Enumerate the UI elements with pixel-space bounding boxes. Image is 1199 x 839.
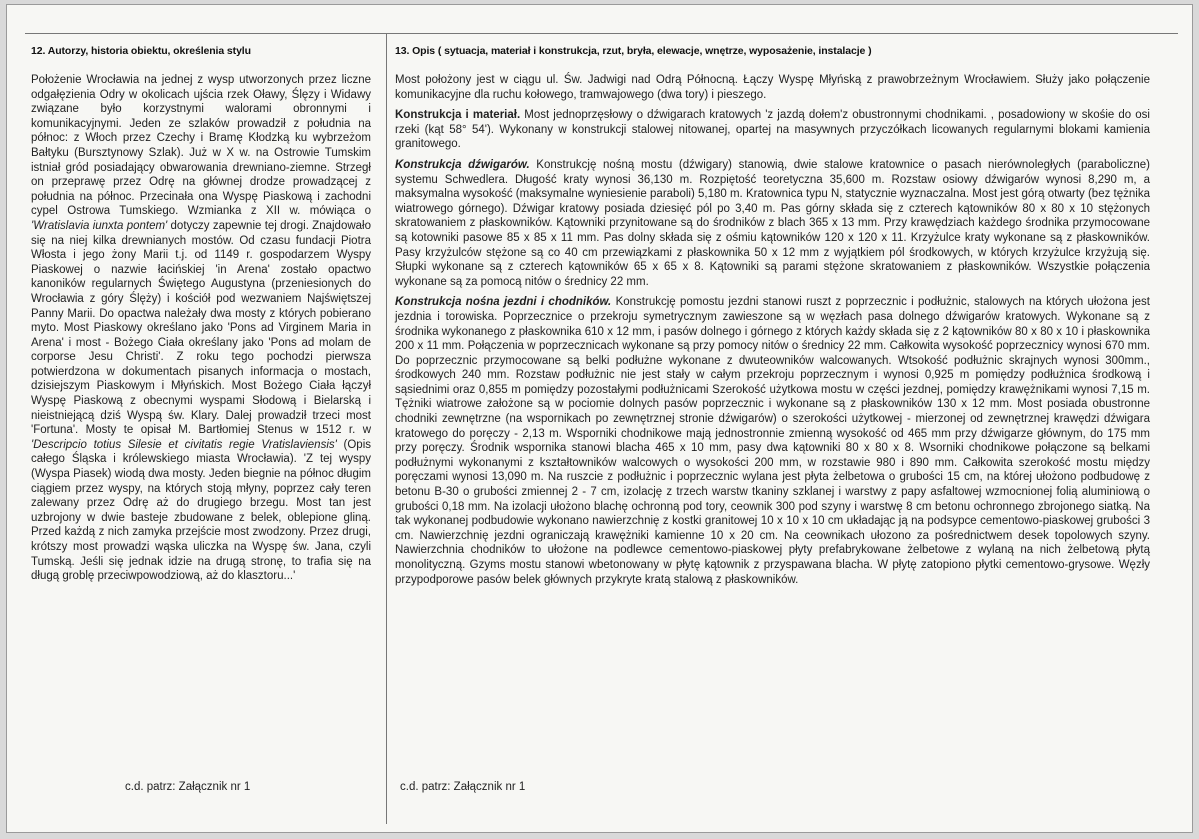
history-text <box>31 73 371 584</box>
girders-text: Konstrukcję nośną mostu (dźwigary) stanowią, dwie stalowe kratownice o pasach nierównoległych (paraboliczne) systemu Schwedlera. Długość kraty wynosi 36,130 m. Rozpiętość teoretyczna 35,600 m. Rozstaw osiowy dźwigarów wynosi 8,290 m, a maksymalna wysokość (maksymalne wyniesienie paraboli) 5,180 m. Kratownica typu N, statycznie wyznaczalna. Most jest górą otwarty (bez tężnika wiatrowego górnego). Dźwigar kratowy posiada dziesięć pól po 3,40 m. Pas górny składa się z czterech kątowników 80 x 80 x 10 stężonych skratowaniem z płaskowników. Kątowniki przynitowane są do środników z blach 365 x 13 mm. Przy krawędziach każdego środnika przymocowane są kotowniki pasowe 85 x 85 x 11 mm. Pas dolny składa się z ośmiu kątowników 120 x 120 x 11. Krzyżulce kraty wykonane są z płaskowników. Pasy krzyżulców stężone są co 40 cm przewiązkami z płaskownika 50 x 12 mm z wyjątkiem pól środkowych, w których krzyżulce krzyżują się. Słupki wykonane są z czterech kątowników 65 x 65 x 8. Kątowniki są parami stężone skratowaniem z płaskowników. Wszystkie połączenia wykonane są za pomocą nitów o średnicy 22 mm. <box>395 158 1150 288</box>
construction-paragraph <box>395 108 1150 152</box>
section-13-heading: 13. Opis ( sytuacja, materiał i konstrukcja, rzut, bryła, elewacje, wnętrze, wyposażenie, instalacje ) <box>395 45 872 57</box>
history-text-part-2: dotyczy zapewnie tej drogi. Znajdowało się na niej kilka drewnianych mostów. Od czasu fundacji Piotra Włosta i jego żony Marii t.j. od 1149 r. gospodarzem Wyspy Piaskowej o nazwie łacińskiej 'in Arena' zostało opactwo kanoników regularnych Świętego Augustyna (przeniesionych do Wrocławia z góry Ślęży) i kościół pod wezwaniem Najświętszej Panny Marii. Do opactwa należały dwa mosty z których pobierano myto. Most Piaskowy określano jako 'Pons ad Virginem Maria in Arena' i most - Bożego Ciała określany jako 'Pons ad molam de corporse Jesu Christi'. Z roku tego pochodzi pierwsza potwierdzona w dokumentach pisanych informacja o mostach, dzisiejszym Piaskowym i Młyńskich. Most Bożego Ciała łączył Wyspę Piaskową z obecnymi wyspami Słodową i Bielarską i nieistniejącą dziś Wyspą św. Klary. Dalej prowadził trzeci most 'Fortuna'. Mosty te opisał M. Bartłomiej Stenus w 1512 r. w <box>31 219 371 437</box>
left-continuation-note: c.d. patrz: Załącznik nr 1 <box>125 781 251 793</box>
history-column <box>31 73 371 590</box>
section-12-heading: 12. Autorzy, historia obiektu, określenia stylu <box>31 45 251 57</box>
construction-lead: Konstrukcja i materiał. <box>395 109 521 122</box>
girders-paragraph <box>395 158 1150 289</box>
history-text-part-1: Położenie Wrocławia na jednej z wysp utworzonych przez liczne odgałęzienia Odry w okolicach ujścia rzek Oławy, Ślęzy i Widawy związane było korzystnymi walorami obronnymi i komunikacyjnymi. Jeden ze szlaków prowadził z południa na północ: z Włoch przez Czechy i Bramę Kłodzką ku wybrzeżom Bałtyku (Bursztynowy Szlak). Już w X w. na Ostrowie Tumskim istniał gród posiadający obwarowania drewniano-ziemne. Strzegł on przeprawę przez Odrę na głównej drodze prowadzącej z południa na północ. Przecinała ona Wyspę Piaskową i zachodni cypel Ostrowa Tumskiego. Wzmianka z XII w. mówiąca o <box>31 74 371 218</box>
history-quote-2: 'Descripcio totius Silesie et civitatis regie Vratislaviensis' <box>31 438 337 451</box>
deck-lead: Konstrukcja nośna jezdni i chodników. <box>395 296 612 309</box>
document-sheet <box>6 4 1193 833</box>
column-divider <box>386 33 387 824</box>
description-column <box>395 73 1150 593</box>
girders-lead: Konstrukcja dźwigarów. <box>395 158 530 171</box>
history-quote-1: 'Wratislavia iunxta pontem' <box>31 219 168 232</box>
history-text-part-3: (Opis całego Śląska i królewskiego miasta Wrocławia). 'Z tej wyspy (Wyspa Piasek) wiodą dwa mosty. Jeden biegnie na północ długim ciągiem przez wyspy, na których stoją młyny, poprzez cały teren zalewany przez Odrę aż do drugiego brzegu. Most tan jest uzbrojony w dwie basteje zbudowane z belek, oblepione gliną. Przed każdą z nich zamyka przejście most zwodzony. Przez drugi, krótszy most prowadzi wąska uliczka na Wyspę św. Jana, czyli Tumską. Jeśli się jednak idzie na drugą stronę, to trafia się na długą groblę przeciwpowodziową, aż do klasztoru...' <box>31 438 372 583</box>
deck-text: Konstrukcję pomostu jezdni stanowi ruszt z poprzecznic i podłużnic, stalowych na których ułożona jest jezdnia i torowiska. Poprzecznice o przekroju symetrycznym zawieszone są w węzłach pasa dolnego dźwigarów kratowych. Wykonane są z środnika wykonanego z płaskownika 610 x 12 mm, i pasów dolnego i górnego z których każdy składa się z 2 kątowników 80 x 80 x 10 i płaskownika 200 x 11 mm. Połączenia w poprzecznicach wykonane są przy pomocy nitów o średnicy 22 mm. Całkowita wysokość poprzecznicy wynosi 670 mm. Do poprzecznic przymocowane są belki podłużne wykonane z dwuteowników walcowanych. Wtsokość podłużnic skrajnych wynosi 300mm., środkowych 240 mm. Rozstaw podłużnic nie jest stały w całym przekroju poprzecznym i wynosi 0,925 m pomiędzy podłużnica środkową i sąsiednimi oraz 0,855 m pomiędzy pozostałymi podłużnicami Szerokość użytkowa mostu w części jezdnej, pomiędzy krawężnikami wynosi 7,15 m. Tężniki wiatrowe założone są w pociomie dolnych pasów poprzecznic i wykonane są z płaskowników 130 x 12 mm. Most posiada obustronne chodniki zewnętrzne (na wspornikach po zewnętrznej stronie dźwigarów) o szerokości użytkowej - mierzonej od zewnętrznej krawędzi dźwigara kratowego do poręczy - 2,13 m. Wsporniki chodnikowe mają jednostronnie zmienną wysokość od 465 mm przy dźwigarze głównym, do 175 mm przy poręczy. Środnik wspornika stanowi blacha 465 x 10 mm, pasy dwa kątowniki 80 x 80 x 8. Wsorniki chodnikowe połączone są belkami podłużnymi wykonanymi z kształtowników walcowych o wysokości 200 mm, w rozstawie 980 i 890 mm. Całkowita szerokość mostu między poręczami wynosi 13,090 m. Na ruszcie z podłużnic i poprzecznic wylana jest płyta żelbetowa o grubości 15 cm, na której ułożono podbudowę z betonu B-30 o grubości zmiennej 2 - 7 cm, izolację z trzech warstw tkaniny szklanej i warstwy z papy asfaltowej wzmocnionej folią aluminiową o grubości 0,18 mm. Na izolacji ułożono blachę ochronną pod tory, ceownik 300 pod szyny i warstwę 8 cm betonu ochronnego zbrojonego siatką. Na tak wykonanej podbudowie wykonano nawierzchnię z kostki granitowej 10 x 10 x 10 cm układając ją na podsypce cementowo-piaskowej grubości 3 cm. Nawierzchnię jezdni ograniczają krawężniki kamienne 10 x 20 cm. Na ceownikach ułozono za pośrednictwem desek topolowych szyny. Nawierzchnia chodników to ułożone na podlewce cementowo-piaskowej płyty prefabrykowane żelbetowe z wylaną na nich żelbetową płytą monolityczną. Gzyms mostu stanowi wbetonowany w płytę kątownik z przyspawana blacha. W płytę zatopiono płytki cementowo-grysowe. Węzły przypodporowe pasów belek głównych przykryte kratą stalową z płaskowników. <box>395 296 1150 586</box>
construction-text: Most jednoprzęsłowy o dźwigarach kratowych 'z jazdą dołem'z obustronnymi chodnikami. , posadowiony w skośie do osi rzeki (kąt 58° 54'). Wykonany w konstrukcji stalowej nitowanej, opartej na masywnych przyczółkach licowanych regularnymi blokami kamienia granitowego. <box>395 109 1150 151</box>
deck-paragraph <box>395 295 1150 587</box>
header-rule <box>25 33 1178 34</box>
intro-paragraph: Most położony jest w ciągu ul. Św. Jadwigi nad Odrą Północną. Łączy Wyspę Młyńską z prawobrzeżnym Wrocławiem. Służy jako połączenie komunikacyjne dla ruchu kołowego, tramwajowego (dwa tory) i pieszego. <box>395 74 1150 101</box>
right-continuation-note: c.d. patrz: Załącznik nr 1 <box>400 781 526 793</box>
